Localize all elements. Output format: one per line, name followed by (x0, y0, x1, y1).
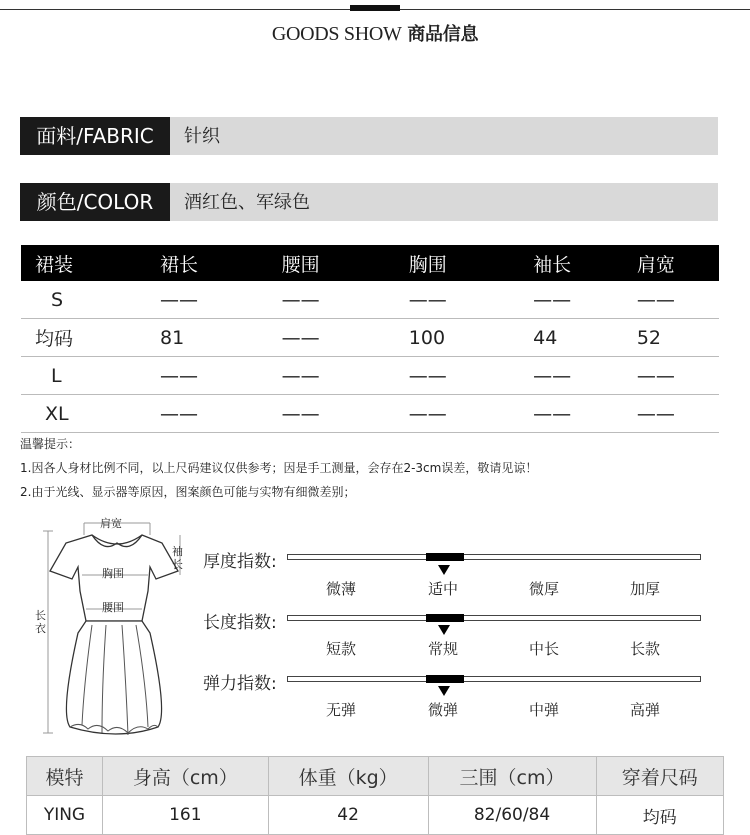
table-row (21, 357, 719, 395)
thickness-index-label: 厚度指数: (203, 552, 277, 572)
elasticity-option: 无弹 (325, 701, 356, 719)
length-index-marker (426, 614, 464, 622)
model-header-cell: 穿着尺码 (596, 757, 723, 796)
model-cell: 42 (268, 796, 428, 835)
size-header-cell: 肩宽 (637, 245, 719, 281)
model-cell: YING (27, 796, 103, 835)
tips-line-1: 1.因各人身材比例不同，以上尺码建议仅供参考；因是手工测量，会存在2-3cm误差，敬请见谅！ (20, 461, 538, 475)
size-cell: —— (409, 395, 533, 433)
table-row (21, 281, 719, 319)
diagram-label-length: 长衣 (35, 609, 46, 635)
elasticity-option: 高弹 (629, 701, 660, 719)
diagram-label-chest: 胸围 (102, 567, 124, 580)
model-cell: 82/60/84 (428, 796, 596, 835)
size-cell: S (21, 281, 160, 319)
elasticity-index-arrow-icon (438, 686, 450, 696)
color-row (20, 183, 718, 221)
fabric-row (20, 117, 718, 155)
size-cell: —— (637, 357, 719, 395)
size-header-cell: 胸围 (409, 245, 533, 281)
size-cell: —— (160, 357, 282, 395)
thickness-option: 加厚 (629, 580, 660, 598)
thickness-index-marker (426, 553, 464, 561)
color-value: 酒红色、军绿色 (184, 192, 310, 213)
length-option: 常规 (427, 640, 458, 658)
thickness-index-track (287, 554, 701, 560)
size-cell: 81 (160, 319, 282, 357)
dress-diagram (30, 513, 190, 743)
size-cell: —— (160, 281, 282, 319)
size-header-cell: 裙长 (160, 245, 282, 281)
size-cell: —— (409, 281, 533, 319)
size-cell: —— (533, 281, 637, 319)
size-cell: L (21, 357, 160, 395)
size-cell: XL (21, 395, 160, 433)
size-cell: —— (637, 395, 719, 433)
model-header-cell: 身高（cm） (102, 757, 268, 796)
size-header-cell: 袖长 (533, 245, 637, 281)
size-cell: 均码 (21, 319, 160, 357)
model-header-cell: 体重（kg） (268, 757, 428, 796)
model-table-header (27, 757, 724, 796)
size-cell: —— (533, 395, 637, 433)
size-header-cell: 裙装 (21, 245, 160, 281)
fabric-value: 针织 (184, 126, 220, 147)
thickness-option: 适中 (427, 580, 458, 598)
model-table (26, 756, 724, 835)
page-title-zh: 商品信息 (407, 24, 479, 45)
elasticity-option: 中弹 (528, 701, 559, 719)
elasticity-index-label: 弹力指数: (203, 674, 277, 694)
header-accent-bar (350, 5, 400, 11)
model-cell: 161 (102, 796, 268, 835)
tips-title: 温馨提示： (20, 437, 81, 451)
elasticity-index-marker (426, 675, 464, 683)
elasticity-option: 微弹 (427, 701, 458, 719)
diagram-label-waist: 腰围 (102, 601, 124, 614)
length-option: 长款 (629, 640, 660, 658)
size-header-cell: 腰围 (282, 245, 409, 281)
length-option: 中长 (528, 640, 559, 658)
elasticity-index-track (287, 676, 701, 682)
table-row (21, 319, 719, 357)
table-row (21, 395, 719, 433)
table-row (27, 796, 724, 835)
size-cell: —— (637, 281, 719, 319)
size-cell: 44 (533, 319, 637, 357)
size-cell: —— (282, 319, 409, 357)
length-index-track (287, 615, 701, 621)
fabric-label: 面料/FABRIC (20, 117, 170, 155)
model-header-cell: 模特 (27, 757, 103, 796)
dress-outline-icon (30, 513, 190, 743)
size-cell: —— (282, 281, 409, 319)
length-option: 短款 (325, 640, 356, 658)
thickness-option: 微薄 (325, 580, 356, 598)
size-cell: —— (409, 357, 533, 395)
size-cell: —— (282, 395, 409, 433)
page-title-en: GOODS SHOW (271, 23, 402, 45)
thickness-option: 微厚 (528, 580, 559, 598)
diagram-label-sleeve: 袖长 (172, 545, 183, 571)
length-index-label: 长度指数: (203, 613, 277, 633)
size-table-header (21, 245, 719, 281)
model-header-cell: 三围（cm） (428, 757, 596, 796)
size-cell: 100 (409, 319, 533, 357)
page-title (0, 20, 750, 46)
size-cell: 52 (637, 319, 719, 357)
size-table (21, 245, 719, 433)
length-index-arrow-icon (438, 625, 450, 635)
thickness-index-arrow-icon (438, 565, 450, 575)
tips-line-2: 2.由于光线、显示器等原因，图案颜色可能与实物有细微差别； (20, 485, 356, 499)
size-cell: —— (160, 395, 282, 433)
size-cell: —— (533, 357, 637, 395)
diagram-label-shoulder: 肩宽 (100, 517, 122, 530)
model-cell: 均码 (596, 796, 723, 835)
size-cell: —— (282, 357, 409, 395)
color-label: 颜色/COLOR (20, 183, 170, 221)
